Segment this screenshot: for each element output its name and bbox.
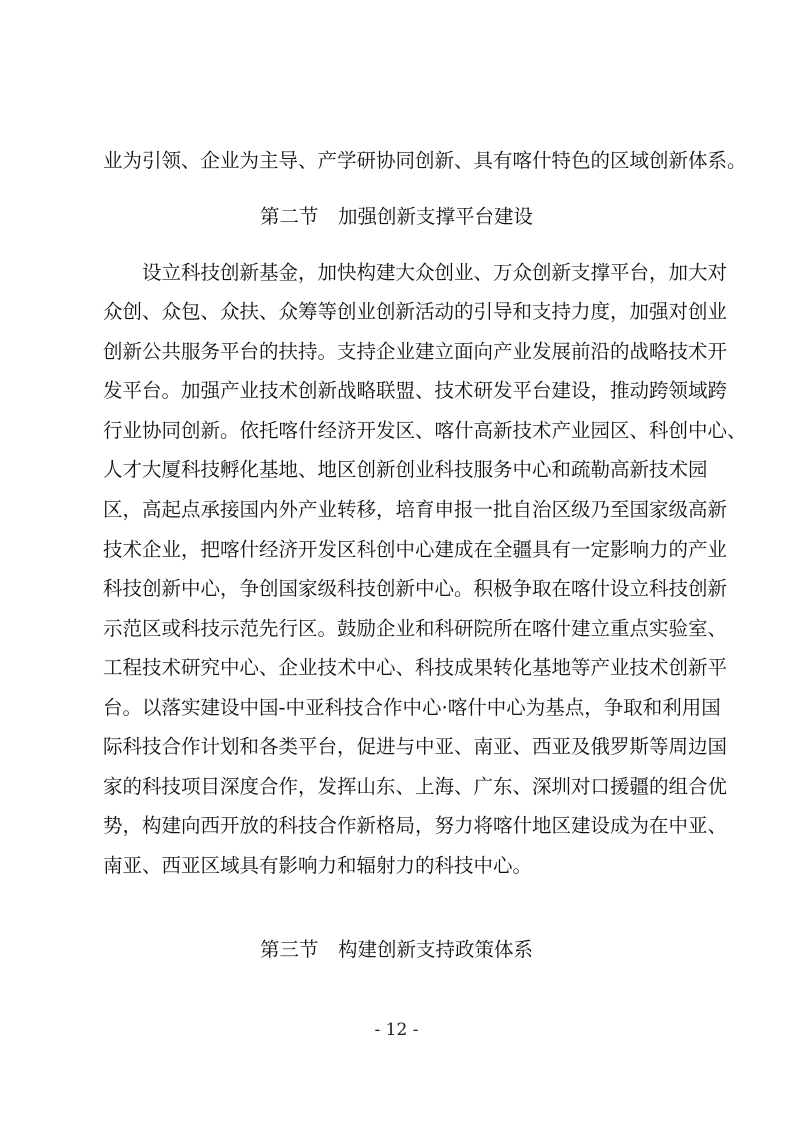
paragraph-line: 际科技合作计划和各类平台，促进与中亚、南亚、西亚及俄罗斯等周边国 bbox=[103, 735, 728, 758]
paragraph-line: 工程技术研究中心、企业技术中心、科技成果转化基地等产业技术创新平 bbox=[103, 656, 728, 679]
paragraph-line: 科技创新中心，争创国家级科技创新中心。积极争取在喀什设立科技创新 bbox=[103, 577, 728, 600]
paragraph-line: 业为引领、企业为主导、产学研协同创新、具有喀什特色的区域创新体系。 bbox=[103, 149, 747, 172]
paragraph-line: 区，高起点承接国内外产业转移，培育申报一批自治区级乃至国家级高新 bbox=[103, 498, 728, 521]
paragraph-line: 创新公共服务平台的扶持。支持企业建立面向产业发展前沿的战略技术开 bbox=[103, 340, 728, 363]
paragraph-line: 发平台。加强产业技术创新战略联盟、技术研发平台建设，推动跨领域跨 bbox=[103, 379, 728, 402]
paragraph-line: 台。以落实建设中国-中亚科技合作中心·喀什中心为基点，争取和利用国 bbox=[103, 696, 721, 719]
paragraph-line: 设立科技创新基金，加快构建大众创业、万众创新支撑平台，加大对 bbox=[142, 261, 728, 284]
paragraph-line: 示范区或科技示范先行区。鼓励企业和科研院所在喀什建立重点实验室、 bbox=[103, 617, 728, 640]
section-heading: 第二节 加强创新支撑平台建设 bbox=[259, 205, 533, 228]
paragraph-line: 人才大厦科技孵化基地、地区创新创业科技服务中心和疏勒高新技术园 bbox=[103, 458, 708, 481]
paragraph-line: 众创、众包、众扶、众筹等创业创新活动的引导和支持力度，加强对创业 bbox=[103, 300, 728, 323]
paragraph-line: 技术企业，把喀什经济开发区科创中心建成在全疆具有一定影响力的产业 bbox=[103, 538, 728, 561]
paragraph-line: 南亚、西亚区域具有影响力和辐射力的科技中心。 bbox=[103, 854, 533, 877]
paragraph-line: 家的科技项目深度合作，发挥山东、上海、广东、深圳对口援疆的组合优 bbox=[103, 775, 728, 798]
page-number: - 12 - bbox=[374, 1020, 419, 1040]
section-heading: 第三节 构建创新支持政策体系 bbox=[259, 938, 533, 961]
paragraph-line: 行业协同创新。依托喀什经济开发区、喀什高新技术产业园区、科创中心、 bbox=[103, 419, 747, 442]
paragraph-line: 势，构建向西开放的科技合作新格局，努力将喀什地区建设成为在中亚、 bbox=[103, 814, 728, 837]
